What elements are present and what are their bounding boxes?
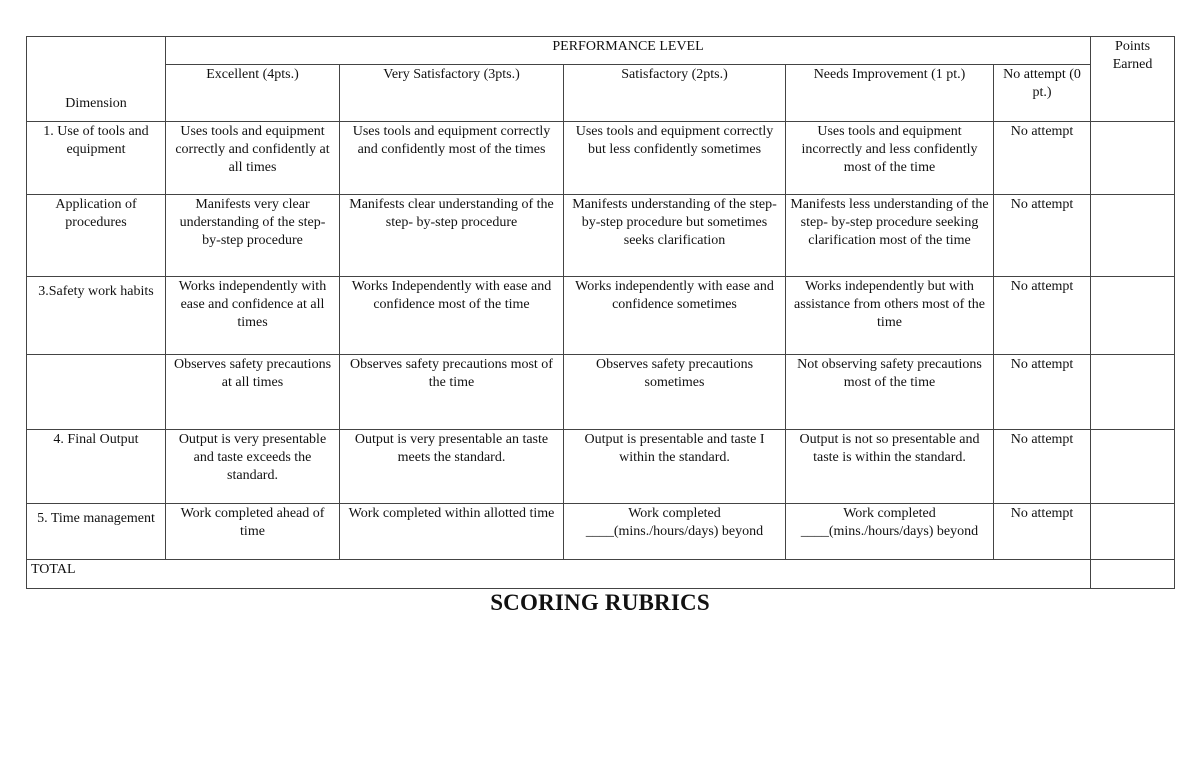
- dimension-cell: 5. Time management: [27, 504, 166, 560]
- criteria-cell: Uses tools and equipment correctly but less confidently sometimes: [564, 122, 786, 195]
- points-cell: [1091, 277, 1175, 355]
- criteria-cell: Work completed ____(mins./hours/days) beyond: [564, 504, 786, 560]
- header-row-2: [27, 65, 1175, 122]
- level-excellent-header: Excellent (4pts.): [166, 65, 340, 122]
- level-needs-improvement-header: Needs Improvement (1 pt.): [786, 65, 994, 122]
- dimension-cell: [27, 355, 166, 430]
- total-points-cell: [1091, 560, 1175, 589]
- dimension-cell: 3.Safety work habits: [27, 277, 166, 355]
- points-cell: [1091, 195, 1175, 277]
- criteria-cell: No attempt: [994, 195, 1091, 277]
- criteria-cell: Manifests understanding of the step-by-step procedure but sometimes seeks clarification: [564, 195, 786, 277]
- points-earned-header: Points Earned: [1091, 37, 1175, 122]
- dimension-cell: 1. Use of tools and equipment: [27, 122, 166, 195]
- criteria-cell: Observes safety precautions at all times: [166, 355, 340, 430]
- criteria-cell: Work completed ahead of time: [166, 504, 340, 560]
- criteria-cell: Uses tools and equipment incorrectly and less confidently most of the time: [786, 122, 994, 195]
- performance-level-header: PERFORMANCE LEVEL: [166, 37, 1091, 65]
- total-label: TOTAL: [27, 560, 1091, 589]
- page-title: SCORING RUBRICS: [490, 590, 710, 615]
- criteria-cell: Output is very presentable and taste exceeds the standard.: [166, 430, 340, 504]
- table-row: [27, 277, 1175, 355]
- points-cell: [1091, 504, 1175, 560]
- points-cell: [1091, 122, 1175, 195]
- criteria-cell: No attempt: [994, 355, 1091, 430]
- criteria-cell: Manifests very clear understanding of the step- by-step procedure: [166, 195, 340, 277]
- criteria-cell: Works independently but with assistance from others most of the time: [786, 277, 994, 355]
- scoring-rubric-table: [26, 36, 1175, 589]
- criteria-cell: No attempt: [994, 122, 1091, 195]
- criteria-cell: No attempt: [994, 504, 1091, 560]
- criteria-cell: Output is presentable and taste I within the standard.: [564, 430, 786, 504]
- criteria-cell: Works Independently with ease and confidence most of the time: [340, 277, 564, 355]
- level-very-satisfactory-header: Very Satisfactory (3pts.): [340, 65, 564, 122]
- level-satisfactory-header: Satisfactory (2pts.): [564, 65, 786, 122]
- header-row-1: [27, 37, 1175, 65]
- total-row: [27, 560, 1175, 589]
- dimension-cell: 4. Final Output: [27, 430, 166, 504]
- criteria-cell: Uses tools and equipment correctly and confidently most of the times: [340, 122, 564, 195]
- criteria-cell: No attempt: [994, 430, 1091, 504]
- criteria-cell: Observes safety precautions most of the time: [340, 355, 564, 430]
- criteria-cell: Output is very presentable an taste meets the standard.: [340, 430, 564, 504]
- criteria-cell: Output is not so presentable and taste is within the standard.: [786, 430, 994, 504]
- criteria-cell: Work completed ____(mins./hours/days) beyond: [786, 504, 994, 560]
- criteria-cell: Not observing safety precautions most of the time: [786, 355, 994, 430]
- criteria-cell: No attempt: [994, 277, 1091, 355]
- table-row: [27, 122, 1175, 195]
- criteria-cell: Uses tools and equipment correctly and confidently at all times: [166, 122, 340, 195]
- criteria-cell: Works independently with ease and confidence at all times: [166, 277, 340, 355]
- level-no-attempt-header: No attempt (0 pt.): [994, 65, 1091, 122]
- table-row: [27, 355, 1175, 430]
- criteria-cell: Work completed within allotted time: [340, 504, 564, 560]
- table-row: [27, 430, 1175, 504]
- table-row: [27, 504, 1175, 560]
- criteria-cell: Manifests less understanding of the step- by-step procedure seeking clarification most of the time: [786, 195, 994, 277]
- points-cell: [1091, 430, 1175, 504]
- table-row: [27, 195, 1175, 277]
- criteria-cell: Works independently with ease and confidence sometimes: [564, 277, 786, 355]
- points-cell: [1091, 355, 1175, 430]
- criteria-cell: Observes safety precautions sometimes: [564, 355, 786, 430]
- criteria-cell: Manifests clear understanding of the step- by-step procedure: [340, 195, 564, 277]
- dimension-header: Dimension: [27, 37, 166, 122]
- dimension-cell: Application of procedures: [27, 195, 166, 277]
